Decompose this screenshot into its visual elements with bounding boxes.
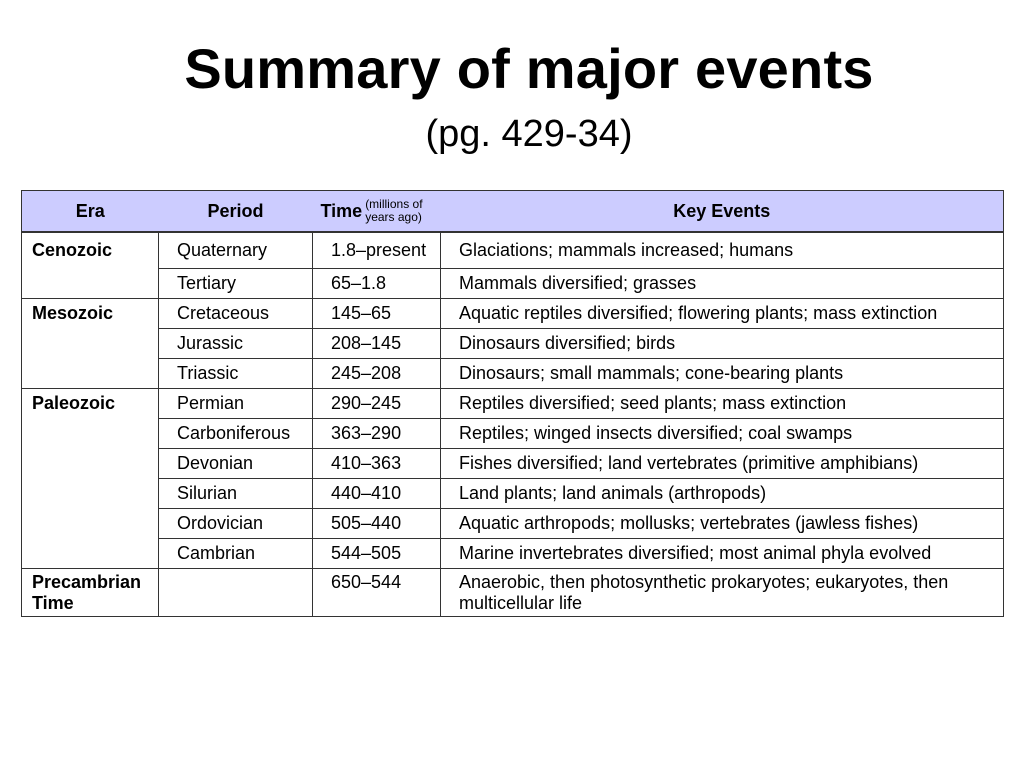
- table-row: [22, 269, 1004, 299]
- events-cell: Mammals diversified; grasses: [441, 269, 1004, 299]
- table-row: [22, 419, 1004, 449]
- period-cell: Jurassic: [159, 329, 313, 359]
- events-cell: Reptiles diversified; seed plants; mass extinction: [441, 389, 1004, 419]
- slide-subtitle: (pg. 429-34): [425, 113, 633, 155]
- geologic-events-table: [21, 190, 1004, 617]
- era-cell: Cenozoic: [22, 232, 159, 299]
- slide-title: Summary of major events: [184, 37, 874, 100]
- table-row: [22, 569, 1004, 617]
- time-cell: 544–505: [313, 539, 441, 569]
- era-cell: Precambrian Time: [22, 569, 159, 617]
- period-cell: Carboniferous: [159, 419, 313, 449]
- time-cell: 650–544: [313, 569, 441, 617]
- period-cell: Ordovician: [159, 509, 313, 539]
- time-note-line1: (millions of: [365, 197, 423, 211]
- events-cell: Aquatic reptiles diversified; flowering plants; mass extinction: [441, 299, 1004, 329]
- header-period: Period: [159, 191, 313, 233]
- period-cell: Silurian: [159, 479, 313, 509]
- era-cell: Mesozoic: [22, 299, 159, 389]
- period-cell: Cambrian: [159, 539, 313, 569]
- table-row: [22, 509, 1004, 539]
- events-cell: Land plants; land animals (arthropods): [441, 479, 1004, 509]
- header-key-events: Key Events: [441, 191, 1004, 233]
- period-cell: [159, 569, 313, 617]
- period-cell: Permian: [159, 389, 313, 419]
- header-era: Era: [22, 191, 159, 233]
- time-note-line2: years ago): [365, 210, 422, 224]
- time-cell: 290–245: [313, 389, 441, 419]
- table-row: [22, 299, 1004, 329]
- table-row: [22, 329, 1004, 359]
- period-cell: Tertiary: [159, 269, 313, 299]
- events-cell: Dinosaurs; small mammals; cone-bearing plants: [441, 359, 1004, 389]
- header-row: [22, 191, 1004, 233]
- header-time: Time: [320, 200, 363, 221]
- events-cell: Glaciations; mammals increased; humans: [441, 232, 1004, 269]
- events-cell: Fishes diversified; land vertebrates (primitive amphibians): [441, 449, 1004, 479]
- time-cell: 245–208: [313, 359, 441, 389]
- time-cell: 440–410: [313, 479, 441, 509]
- time-cell: 363–290: [313, 419, 441, 449]
- period-cell: Triassic: [159, 359, 313, 389]
- time-cell: 505–440: [313, 509, 441, 539]
- table-row: [22, 479, 1004, 509]
- period-cell: Devonian: [159, 449, 313, 479]
- table-row: [22, 389, 1004, 419]
- header-time-cell: [313, 191, 441, 233]
- table-row: [22, 359, 1004, 389]
- era-cell: Paleozoic: [22, 389, 159, 569]
- table-row: [22, 449, 1004, 479]
- period-cell: Quaternary: [159, 232, 313, 269]
- table-row: [22, 232, 1004, 269]
- time-cell: 145–65: [313, 299, 441, 329]
- events-cell: Anaerobic, then photosynthetic prokaryotes; eukaryotes, then multicellular life: [441, 569, 1004, 617]
- header-time-note: [365, 198, 422, 224]
- table-body: [22, 232, 1004, 617]
- time-cell: 208–145: [313, 329, 441, 359]
- time-cell: 65–1.8: [313, 269, 441, 299]
- events-cell: Reptiles; winged insects diversified; coal swamps: [441, 419, 1004, 449]
- events-cell: Aquatic arthropods; mollusks; vertebrates (jawless fishes): [441, 509, 1004, 539]
- events-cell: Dinosaurs diversified; birds: [441, 329, 1004, 359]
- table-header: [22, 191, 1004, 233]
- time-cell: 410–363: [313, 449, 441, 479]
- period-cell: Cretaceous: [159, 299, 313, 329]
- events-cell: Marine invertebrates diversified; most animal phyla evolved: [441, 539, 1004, 569]
- table-row: [22, 539, 1004, 569]
- time-cell: 1.8–present: [313, 232, 441, 269]
